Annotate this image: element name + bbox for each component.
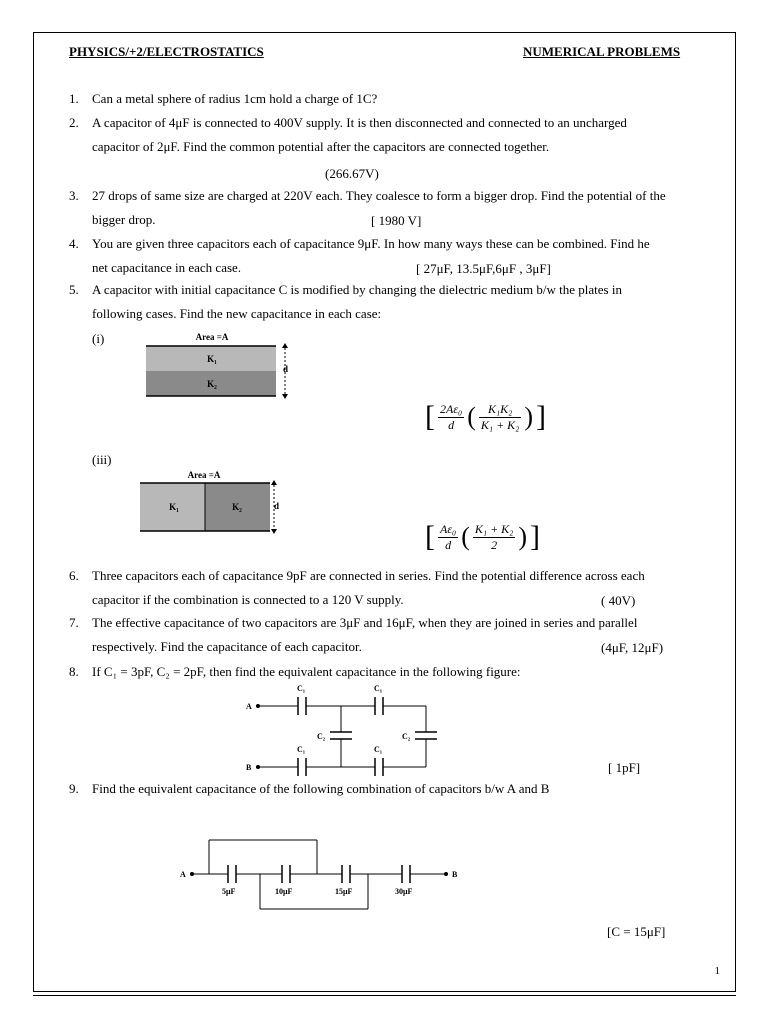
dielectric-figure-series <box>140 328 300 400</box>
answer-7: (4μF, 12μF) <box>601 640 664 655</box>
q9-cap-15uf: 15μF <box>335 887 353 896</box>
header-title: NUMERICAL PROBLEMS <box>523 44 681 59</box>
svg-text:C₁: C₁ <box>297 684 306 693</box>
fig1-d-label: d <box>283 364 289 374</box>
fig1-area-label: Area =A <box>195 332 229 342</box>
q9-terminal-b: B <box>452 870 458 879</box>
svg-text:C₁: C₁ <box>297 745 306 754</box>
answer-4: [ 27μF, 13.5μF,6μF , 3μF] <box>416 261 551 276</box>
svg-text:C₁: C₁ <box>374 684 383 693</box>
circuit-figure-q8 <box>240 680 450 780</box>
q8-terminal-a: A <box>246 702 252 711</box>
q9-cap-30uf: 30μF <box>395 887 413 896</box>
fig1-k1-label: K₁ <box>207 354 217 364</box>
q9-cap-5uf: 5μF <box>222 887 236 896</box>
header-subject: PHYSICS/+2/ELECTROSTATICS <box>69 44 264 59</box>
page-number: 1 <box>714 965 720 977</box>
fig2-k1-label: K₁ <box>169 502 179 512</box>
case-label-i: (i) <box>92 331 105 346</box>
answer-2: (266.67V) <box>325 166 379 181</box>
q9-terminal-a: A <box>180 870 186 879</box>
svg-text:C₂: C₂ <box>317 732 326 741</box>
page-bottom-rule <box>33 995 736 996</box>
fig2-k2-label: K₂ <box>232 502 242 512</box>
answer-8: [ 1pF] <box>608 760 641 775</box>
q9-cap-10uf: 10μF <box>275 887 293 896</box>
fig2-d-label: d <box>274 501 280 511</box>
svg-text:C₁: C₁ <box>374 745 383 754</box>
fig2-area-label: Area =A <box>187 470 221 480</box>
circuit-figure-q9 <box>178 832 468 917</box>
q8-terminal-b: B <box>246 763 252 772</box>
answer-3: [ 1980 V] <box>371 213 422 228</box>
case-label-iii: (iii) <box>92 452 112 467</box>
formula-series-dielectric: [ $\frac{\text{2Aε₀}}{d}$ ( $\frac{\text{K₁K₂}}{\text{K₁ + K₂}}$ ) ] <box>425 400 547 433</box>
formula-parallel-dielectric: [ $\frac{\text{Aε₀}}{d}$ ( $\frac{\text{K₁ + K₂}}{2}$ ) ] <box>425 520 541 553</box>
answer-9: [C = 15μF] <box>607 924 666 939</box>
fig1-k2-label: K₂ <box>207 379 217 389</box>
dielectric-figure-parallel <box>134 466 294 538</box>
svg-text:C₂: C₂ <box>402 732 411 741</box>
answer-6: ( 40V) <box>601 593 636 608</box>
